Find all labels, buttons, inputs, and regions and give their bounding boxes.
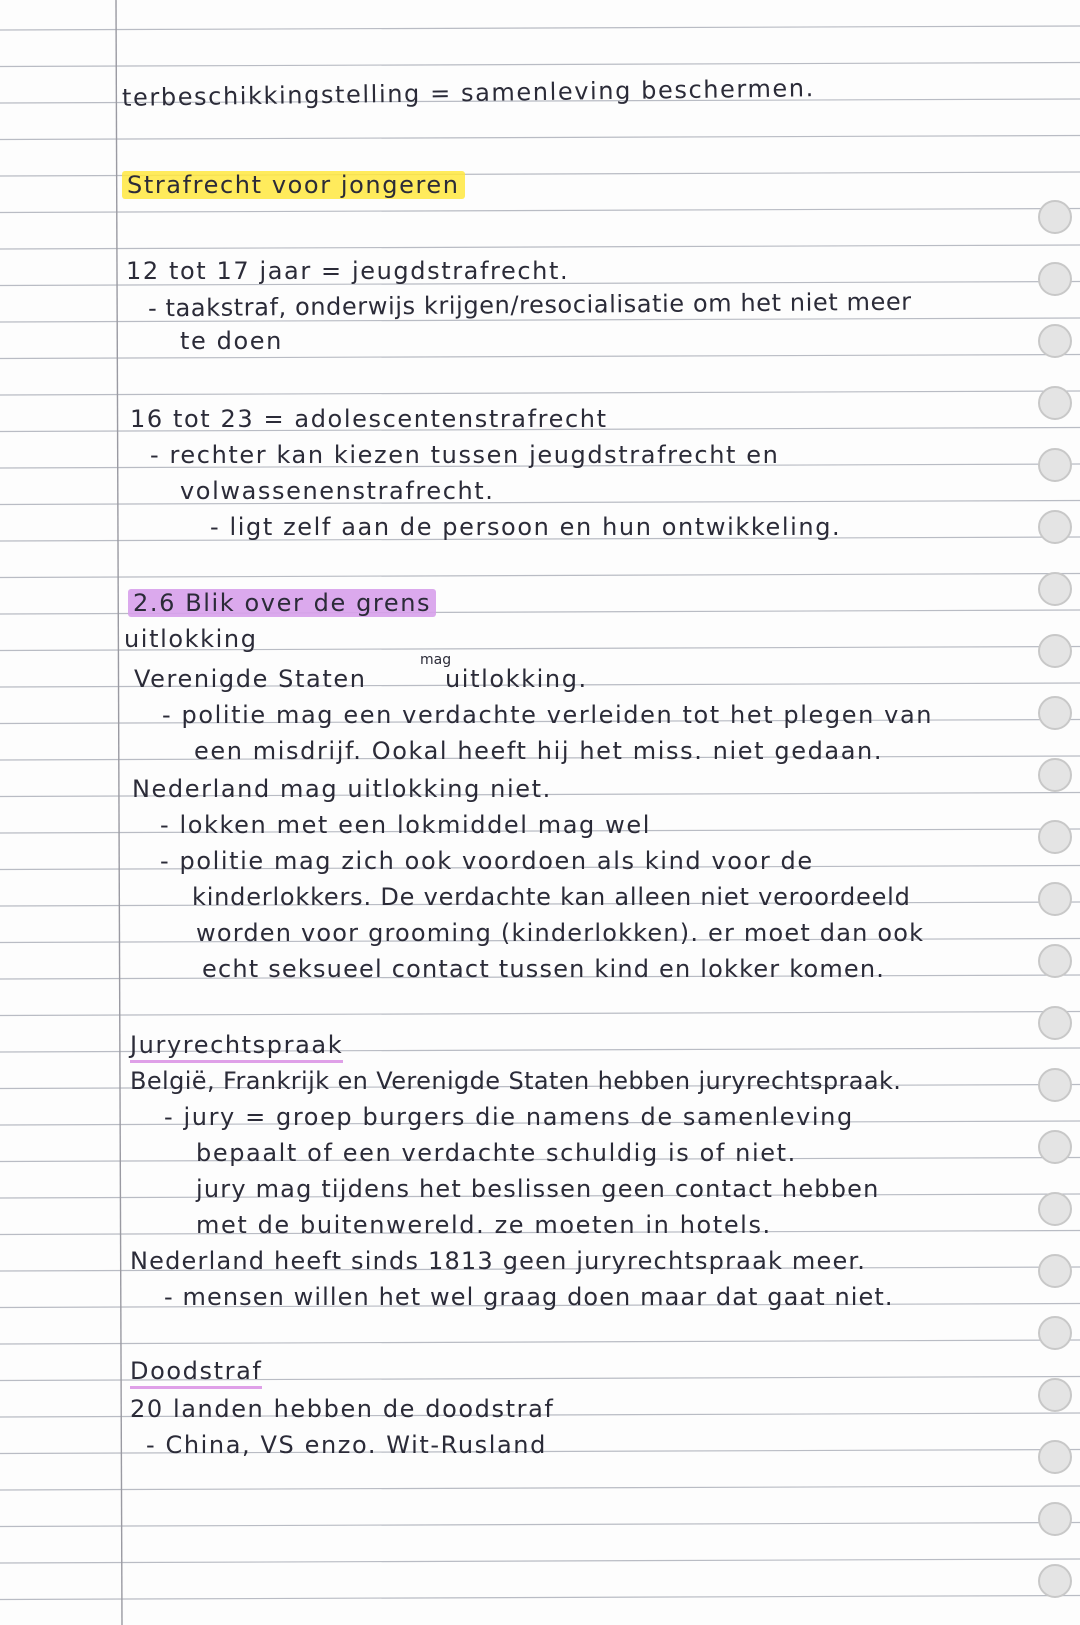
binder-hole <box>1038 944 1072 978</box>
subheading-uitlokking: uitlokking <box>124 625 258 653</box>
binder-hole <box>1038 1130 1072 1164</box>
binder-hole <box>1038 758 1072 792</box>
binder-hole <box>1038 1440 1072 1474</box>
note-text: uitlokking. <box>444 665 588 693</box>
rule-line <box>0 501 1080 505</box>
subheading-text: Doodstraf <box>130 1357 262 1389</box>
note-line-18: kinderlokkers. De verdachte kan alleen niet veroordeeld <box>192 883 911 911</box>
binder-hole <box>1038 572 1072 606</box>
rule-line <box>0 136 1080 140</box>
note-line-22: België, Frankrijk en Verenigde Staten hebben juryrechtspraak. <box>130 1067 902 1095</box>
note-line-5: te doen <box>180 327 283 355</box>
note-line-14: een misdrijf. Ookal heeft hij het miss. niet gedaan. <box>194 737 884 765</box>
binder-hole <box>1038 1192 1072 1226</box>
binder-hole <box>1038 1564 1072 1598</box>
rule-line <box>0 1340 1080 1344</box>
rule-line <box>0 355 1080 359</box>
binder-hole <box>1038 262 1072 296</box>
note-line-9: - ligt zelf aan de persoon en hun ontwikkeling. <box>210 513 842 541</box>
binder-hole <box>1038 1502 1072 1536</box>
rule-line <box>0 1559 1080 1563</box>
subheading-doodstraf <box>130 1356 262 1386</box>
note-line-7: - rechter kan kiezen tussen jeugdstrafrecht en <box>150 441 780 469</box>
rule-line <box>0 26 1080 30</box>
note-line-15: Nederland mag uitlokking niet. <box>132 775 552 803</box>
note-line-25: jury mag tijdens het beslissen geen contact hebben <box>196 1175 880 1203</box>
binder-hole <box>1038 386 1072 420</box>
note-line-28: - mensen willen het wel graag doen maar dat gaat niet. <box>164 1283 894 1311</box>
note-line-16: - lokken met een lokmiddel mag wel <box>160 811 651 839</box>
note-line-27: Nederland heeft sinds 1813 geen juryrechtspraak meer. <box>130 1247 867 1275</box>
note-line-26: met de buitenwereld. ze moeten in hotels. <box>196 1211 772 1239</box>
binder-hole <box>1038 820 1072 854</box>
rule-line <box>0 1012 1080 1016</box>
binder-hole <box>1038 448 1072 482</box>
note-line-20: echt seksueel contact tussen kind en lokker komen. <box>202 955 886 983</box>
margin-line <box>116 0 122 1625</box>
heading-text: 2.6 Blik over de grens <box>128 589 436 617</box>
rule-line <box>0 574 1080 578</box>
rule-line <box>0 245 1080 249</box>
binder-hole <box>1038 1006 1072 1040</box>
note-line-12 <box>134 664 588 694</box>
binder-hole <box>1038 510 1072 544</box>
note-line-1: terbeschikkingstelling = samenleving beschermen. <box>121 74 816 112</box>
binder-hole <box>1038 882 1072 916</box>
note-line-8: volwassenenstrafrecht. <box>180 477 495 505</box>
binder-hole <box>1038 324 1072 358</box>
binder-hole <box>1038 1254 1072 1288</box>
rule-line <box>0 63 1080 67</box>
heading-strafrecht-jongeren <box>122 170 465 200</box>
note-text: Verenigde Staten <box>134 665 367 693</box>
binder-hole <box>1038 634 1072 668</box>
binder-hole <box>1038 1068 1072 1102</box>
note-line-23: - jury = groep burgers die namens de samenleving <box>164 1103 854 1131</box>
rule-line <box>0 1523 1080 1527</box>
note-line-17: - politie mag zich ook voordoen als kind voor de <box>160 847 814 875</box>
binder-hole <box>1038 200 1072 234</box>
note-line-3: 12 tot 17 jaar = jeugdstrafrecht. <box>126 257 570 285</box>
note-line-6: 16 tot 23 = adolescentenstrafrecht <box>130 405 608 433</box>
heading-blik-over-de-grens <box>128 588 436 618</box>
note-line-24: bepaalt of een verdachte schuldig is of niet. <box>196 1139 797 1167</box>
note-line-31: - China, VS enzo. Wit-Rusland <box>146 1431 547 1459</box>
binder-hole <box>1038 696 1072 730</box>
rule-line <box>0 1486 1080 1490</box>
binder-hole <box>1038 1316 1072 1350</box>
binder-hole <box>1038 1378 1072 1412</box>
rule-line <box>0 209 1080 213</box>
note-line-4: - taakstraf, onderwijs krijgen/resocialisatie om het niet meer <box>147 287 912 323</box>
heading-text: Strafrecht voor jongeren <box>122 171 465 199</box>
rule-line <box>0 391 1080 395</box>
subheading-text: Juryrechtspraak <box>130 1031 343 1063</box>
note-line-13: - politie mag een verdachte verleiden tot het plegen van <box>162 701 934 729</box>
rule-line <box>0 1596 1080 1600</box>
margin-note-mag: mag <box>420 652 452 668</box>
note-line-19: worden voor grooming (kinderlokken). er moet dan ook <box>196 919 925 947</box>
subheading-juryrechtspraak <box>130 1030 343 1060</box>
note-line-30: 20 landen hebben de doodstraf <box>130 1395 555 1423</box>
